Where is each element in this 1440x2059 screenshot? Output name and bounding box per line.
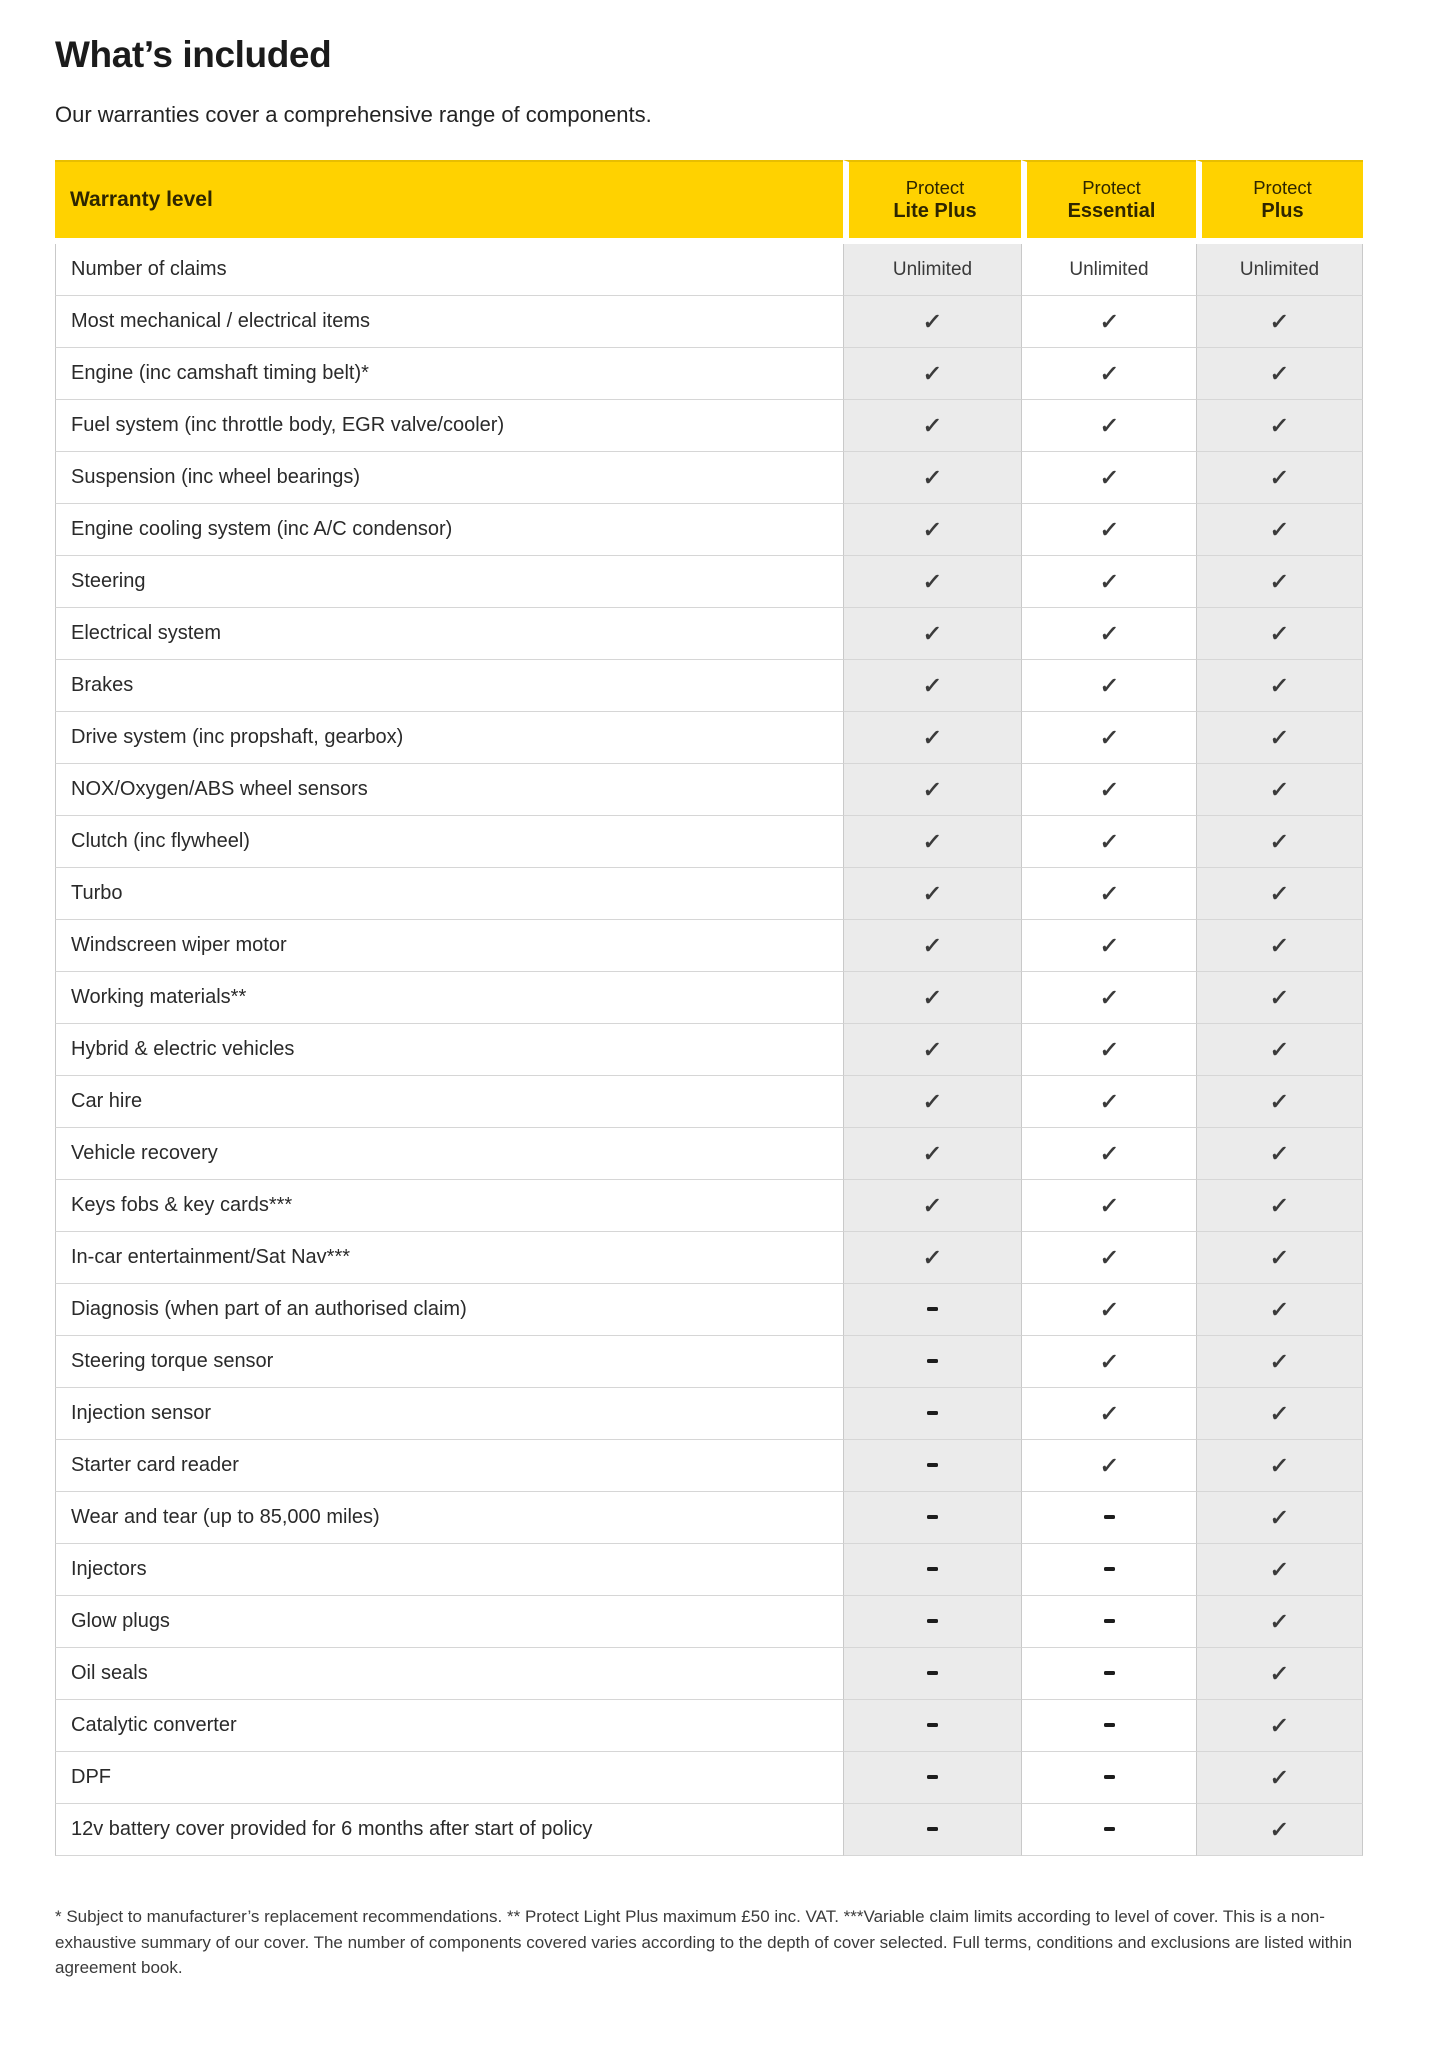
- cell-lite-plus: [843, 1388, 1021, 1440]
- cell-lite-plus: [843, 348, 1021, 400]
- cell-lite-plus: [843, 608, 1021, 660]
- check-icon: ✓: [1098, 1192, 1120, 1218]
- cell-essential: [1021, 608, 1196, 660]
- table-row: [55, 1076, 1363, 1128]
- check-icon: ✓: [1098, 672, 1120, 698]
- dash-icon: [1104, 1567, 1115, 1571]
- check-icon: ✓: [1098, 828, 1120, 854]
- check-icon: ✓: [1269, 1764, 1291, 1790]
- cell-lite-plus: [843, 1284, 1021, 1336]
- cell-lite-plus: [843, 972, 1021, 1024]
- check-icon: ✓: [1098, 1296, 1120, 1322]
- page-title: What’s included: [55, 34, 332, 75]
- check-icon: ✓: [922, 1036, 944, 1062]
- table-row: [55, 504, 1363, 556]
- row-label: Starter card reader: [55, 1440, 843, 1492]
- table-row: [55, 1648, 1363, 1700]
- cell-plus: [1196, 816, 1363, 868]
- cell-lite-plus: [843, 296, 1021, 348]
- column-header-brand-line: Protect: [905, 176, 965, 198]
- check-icon: ✓: [1269, 1140, 1291, 1166]
- cell-plus: [1196, 1544, 1363, 1596]
- table-row: [55, 1388, 1363, 1440]
- warranty-comparison-table: [55, 160, 1363, 1856]
- table-body: [55, 244, 1363, 1856]
- column-header-brand-line: Protect: [1253, 176, 1312, 198]
- table-row: [55, 1284, 1363, 1336]
- check-icon: ✓: [1098, 932, 1120, 958]
- cell-plus: [1196, 452, 1363, 504]
- row-label: Hybrid & electric vehicles: [55, 1024, 843, 1076]
- table-row: [55, 972, 1363, 1024]
- check-icon: ✓: [922, 412, 944, 438]
- cell-plus: [1196, 868, 1363, 920]
- cell-plus: [1196, 296, 1363, 348]
- check-icon: ✓: [1269, 1348, 1291, 1374]
- check-icon: ✓: [922, 360, 944, 386]
- cell-essential: [1021, 920, 1196, 972]
- check-icon: ✓: [1269, 1816, 1291, 1842]
- cell-essential: [1021, 660, 1196, 712]
- dash-icon: [1104, 1775, 1115, 1779]
- row-label: Most mechanical / electrical items: [55, 296, 843, 348]
- cell-essential: [1021, 1544, 1196, 1596]
- table-row: [55, 1752, 1363, 1804]
- dash-icon: [927, 1671, 938, 1675]
- check-icon: ✓: [1269, 1660, 1291, 1686]
- dash-icon: [1104, 1723, 1115, 1727]
- cell-lite-plus: [843, 452, 1021, 504]
- cell-lite-plus: [843, 504, 1021, 556]
- cell-plus: [1196, 400, 1363, 452]
- check-icon: ✓: [1269, 672, 1291, 698]
- check-icon: ✓: [1269, 1036, 1291, 1062]
- check-icon: ✓: [1098, 516, 1120, 542]
- dash-icon: [927, 1463, 938, 1467]
- dash-icon: [1104, 1515, 1115, 1519]
- row-label: NOX/Oxygen/ABS wheel sensors: [55, 764, 843, 816]
- cell-plus: [1196, 1180, 1363, 1232]
- row-label: Steering torque sensor: [55, 1336, 843, 1388]
- dash-icon: [1104, 1619, 1115, 1623]
- cell-essential: Unlimited: [1021, 244, 1196, 296]
- cell-essential: [1021, 712, 1196, 764]
- row-label: Engine cooling system (inc A/C condensor): [55, 504, 843, 556]
- cell-plus: [1196, 764, 1363, 816]
- table-row: [55, 1804, 1363, 1856]
- row-label: Turbo: [55, 868, 843, 920]
- row-label: Injection sensor: [55, 1388, 843, 1440]
- check-icon: ✓: [1098, 1140, 1120, 1166]
- check-icon: ✓: [1269, 932, 1291, 958]
- cell-essential: [1021, 816, 1196, 868]
- footnote-text: * Subject to manufacturer’s replacement recommendations. ** Protect Light Plus maximum £50 inc. VAT. ***Variable claim limits according to level of cover. This is a non-exhaustive summary of our cover. The number of components covered varies according to the depth of cover selected. Full terms, conditions and exclusions are listed within agreement book.: [55, 1907, 1353, 1977]
- row-label: Number of claims: [55, 244, 843, 296]
- cell-plus: Unlimited: [1196, 244, 1363, 296]
- cell-plus: [1196, 1648, 1363, 1700]
- cell-essential: [1021, 504, 1196, 556]
- cell-plus: [1196, 1284, 1363, 1336]
- row-label: Glow plugs: [55, 1596, 843, 1648]
- check-icon: ✓: [1269, 308, 1291, 334]
- cell-essential: [1021, 1076, 1196, 1128]
- cell-lite-plus: [843, 1180, 1021, 1232]
- check-icon: ✓: [1269, 1400, 1291, 1426]
- cell-essential: [1021, 764, 1196, 816]
- check-icon: ✓: [1269, 516, 1291, 542]
- row-label: Windscreen wiper motor: [55, 920, 843, 972]
- check-icon: ✓: [1098, 308, 1120, 334]
- cell-lite-plus: [843, 1492, 1021, 1544]
- cell-lite-plus: [843, 712, 1021, 764]
- row-label: In-car entertainment/Sat Nav***: [55, 1232, 843, 1284]
- check-icon: ✓: [1098, 620, 1120, 646]
- cell-essential: [1021, 1700, 1196, 1752]
- check-icon: ✓: [1269, 1192, 1291, 1218]
- table-row: [55, 244, 1363, 296]
- check-icon: ✓: [1098, 1452, 1120, 1478]
- row-label: Catalytic converter: [55, 1700, 843, 1752]
- row-label: Fuel system (inc throttle body, EGR valve/cooler): [55, 400, 843, 452]
- check-icon: ✓: [1269, 880, 1291, 906]
- check-icon: ✓: [922, 828, 944, 854]
- check-icon: ✓: [1269, 1244, 1291, 1270]
- cell-essential: [1021, 1128, 1196, 1180]
- table-row: [55, 1596, 1363, 1648]
- dash-icon: [927, 1723, 938, 1727]
- cell-lite-plus: [843, 920, 1021, 972]
- table-row: [55, 1024, 1363, 1076]
- column-header-level-line: Lite Plus: [893, 200, 977, 223]
- cell-essential: [1021, 1336, 1196, 1388]
- check-icon: ✓: [922, 620, 944, 646]
- row-label: Suspension (inc wheel bearings): [55, 452, 843, 504]
- cell-essential: [1021, 1284, 1196, 1336]
- check-icon: ✓: [1098, 1400, 1120, 1426]
- cell-lite-plus: [843, 1648, 1021, 1700]
- cell-lite-plus: [843, 868, 1021, 920]
- check-icon: ✓: [1269, 1712, 1291, 1738]
- check-icon: ✓: [922, 568, 944, 594]
- column-header-essential: [1021, 160, 1196, 244]
- cell-lite-plus: [843, 1024, 1021, 1076]
- table-row: [55, 1492, 1363, 1544]
- table-row: [55, 1440, 1363, 1492]
- cell-essential: [1021, 1180, 1196, 1232]
- cell-essential: [1021, 1232, 1196, 1284]
- dash-icon: [927, 1827, 938, 1831]
- column-header-level-line: Plus: [1261, 200, 1304, 223]
- cell-lite-plus: [843, 1804, 1021, 1856]
- cell-essential: [1021, 556, 1196, 608]
- check-icon: ✓: [922, 464, 944, 490]
- row-label: Engine (inc camshaft timing belt)*: [55, 348, 843, 400]
- column-header-brand-line: Protect: [1082, 176, 1141, 198]
- cell-lite-plus: [843, 1336, 1021, 1388]
- row-label: Electrical system: [55, 608, 843, 660]
- table-row: [55, 712, 1363, 764]
- row-label: DPF: [55, 1752, 843, 1804]
- check-icon: ✓: [1269, 776, 1291, 802]
- row-label: Working materials**: [55, 972, 843, 1024]
- check-icon: ✓: [922, 308, 944, 334]
- table-row: [55, 1336, 1363, 1388]
- cell-lite-plus: [843, 1700, 1021, 1752]
- cell-plus: [1196, 1076, 1363, 1128]
- check-icon: ✓: [1098, 1244, 1120, 1270]
- row-label: Drive system (inc propshaft, gearbox): [55, 712, 843, 764]
- check-icon: ✓: [922, 724, 944, 750]
- cell-essential: [1021, 1596, 1196, 1648]
- check-icon: ✓: [1269, 568, 1291, 594]
- check-icon: ✓: [1098, 412, 1120, 438]
- cell-plus: [1196, 1752, 1363, 1804]
- header-row: [55, 160, 1363, 244]
- cell-essential: [1021, 400, 1196, 452]
- cell-lite-plus: [843, 816, 1021, 868]
- cell-plus: [1196, 1440, 1363, 1492]
- dash-icon: [927, 1567, 938, 1571]
- cell-essential: [1021, 972, 1196, 1024]
- table-row: [55, 920, 1363, 972]
- row-label: Steering: [55, 556, 843, 608]
- cell-plus: [1196, 348, 1363, 400]
- check-icon: ✓: [1098, 776, 1120, 802]
- cell-essential: [1021, 348, 1196, 400]
- cell-lite-plus: [843, 1440, 1021, 1492]
- cell-lite-plus: [843, 1128, 1021, 1180]
- column-header-plus: [1196, 160, 1363, 244]
- dash-icon: [927, 1515, 938, 1519]
- table-row: [55, 348, 1363, 400]
- column-header-warranty-level: Warranty level: [55, 160, 843, 244]
- cell-plus: [1196, 712, 1363, 764]
- check-icon: ✓: [1098, 1348, 1120, 1374]
- cell-lite-plus: [843, 1544, 1021, 1596]
- check-icon: ✓: [922, 932, 944, 958]
- cell-plus: [1196, 1232, 1363, 1284]
- row-label: Car hire: [55, 1076, 843, 1128]
- cell-lite-plus: [843, 1752, 1021, 1804]
- cell-plus: [1196, 1804, 1363, 1856]
- cell-essential: [1021, 1648, 1196, 1700]
- cell-plus: [1196, 1596, 1363, 1648]
- page-subtitle: Our warranties cover a comprehensive range of components.: [55, 102, 652, 127]
- check-icon: ✓: [1269, 620, 1291, 646]
- cell-essential: [1021, 1492, 1196, 1544]
- row-label: Oil seals: [55, 1648, 843, 1700]
- check-icon: ✓: [922, 984, 944, 1010]
- check-icon: ✓: [1269, 412, 1291, 438]
- row-label: Diagnosis (when part of an authorised claim): [55, 1284, 843, 1336]
- table-row: [55, 1180, 1363, 1232]
- cell-lite-plus: [843, 400, 1021, 452]
- cell-plus: [1196, 1388, 1363, 1440]
- table-row: [55, 1128, 1363, 1180]
- column-header-level-line: Essential: [1067, 200, 1156, 223]
- table-row: [55, 452, 1363, 504]
- check-icon: ✓: [1269, 1088, 1291, 1114]
- row-label: Keys fobs & key cards***: [55, 1180, 843, 1232]
- check-icon: ✓: [1269, 360, 1291, 386]
- row-label: Wear and tear (up to 85,000 miles): [55, 1492, 843, 1544]
- cell-essential: [1021, 1804, 1196, 1856]
- cell-plus: [1196, 972, 1363, 1024]
- check-icon: ✓: [1269, 1296, 1291, 1322]
- check-icon: ✓: [922, 1244, 944, 1270]
- cell-plus: [1196, 504, 1363, 556]
- cell-essential: [1021, 1024, 1196, 1076]
- cell-plus: [1196, 1700, 1363, 1752]
- check-icon: ✓: [1098, 360, 1120, 386]
- dash-icon: [927, 1359, 938, 1363]
- row-label: Clutch (inc flywheel): [55, 816, 843, 868]
- cell-lite-plus: [843, 1076, 1021, 1128]
- table-row: [55, 868, 1363, 920]
- check-icon: ✓: [1269, 984, 1291, 1010]
- check-icon: ✓: [1098, 880, 1120, 906]
- check-icon: ✓: [1269, 1504, 1291, 1530]
- check-icon: ✓: [1098, 1036, 1120, 1062]
- cell-lite-plus: [843, 764, 1021, 816]
- table-row: [55, 400, 1363, 452]
- cell-essential: [1021, 1440, 1196, 1492]
- check-icon: ✓: [1269, 828, 1291, 854]
- table-row: [55, 608, 1363, 660]
- table-row: [55, 296, 1363, 348]
- cell-lite-plus: [843, 556, 1021, 608]
- cell-plus: [1196, 1336, 1363, 1388]
- table-row: [55, 1700, 1363, 1752]
- row-label: 12v battery cover provided for 6 months after start of policy: [55, 1804, 843, 1856]
- row-label: Brakes: [55, 660, 843, 712]
- dash-icon: [927, 1775, 938, 1779]
- check-icon: ✓: [1098, 568, 1120, 594]
- cell-plus: [1196, 660, 1363, 712]
- check-icon: ✓: [922, 516, 944, 542]
- cell-essential: [1021, 296, 1196, 348]
- check-icon: ✓: [1269, 1452, 1291, 1478]
- cell-essential: [1021, 1752, 1196, 1804]
- check-icon: ✓: [922, 672, 944, 698]
- cell-essential: [1021, 868, 1196, 920]
- table-row: [55, 764, 1363, 816]
- table-row: [55, 660, 1363, 712]
- table-row: [55, 816, 1363, 868]
- check-icon: ✓: [1269, 1556, 1291, 1582]
- cell-essential: [1021, 452, 1196, 504]
- cell-lite-plus: Unlimited: [843, 244, 1021, 296]
- check-icon: ✓: [1098, 984, 1120, 1010]
- row-label: Vehicle recovery: [55, 1128, 843, 1180]
- cell-plus: [1196, 1128, 1363, 1180]
- dash-icon: [1104, 1827, 1115, 1831]
- cell-lite-plus: [843, 1596, 1021, 1648]
- cell-lite-plus: [843, 660, 1021, 712]
- check-icon: ✓: [1269, 1608, 1291, 1634]
- check-icon: ✓: [1098, 1088, 1120, 1114]
- cell-plus: [1196, 920, 1363, 972]
- check-icon: ✓: [922, 1088, 944, 1114]
- check-icon: ✓: [1098, 724, 1120, 750]
- row-label: Injectors: [55, 1544, 843, 1596]
- cell-lite-plus: [843, 1232, 1021, 1284]
- cell-plus: [1196, 1024, 1363, 1076]
- check-icon: ✓: [1269, 464, 1291, 490]
- cell-plus: [1196, 608, 1363, 660]
- check-icon: ✓: [922, 1192, 944, 1218]
- check-icon: ✓: [922, 880, 944, 906]
- table-row: [55, 1544, 1363, 1596]
- cell-plus: [1196, 556, 1363, 608]
- table-row: [55, 1232, 1363, 1284]
- dash-icon: [927, 1307, 938, 1311]
- check-icon: ✓: [922, 1140, 944, 1166]
- check-icon: ✓: [922, 776, 944, 802]
- cell-essential: [1021, 1388, 1196, 1440]
- dash-icon: [1104, 1671, 1115, 1675]
- column-header-lite-plus: [843, 160, 1021, 244]
- table-row: [55, 556, 1363, 608]
- check-icon: ✓: [1269, 724, 1291, 750]
- cell-plus: [1196, 1492, 1363, 1544]
- dash-icon: [927, 1411, 938, 1415]
- check-icon: ✓: [1098, 464, 1120, 490]
- dash-icon: [927, 1619, 938, 1623]
